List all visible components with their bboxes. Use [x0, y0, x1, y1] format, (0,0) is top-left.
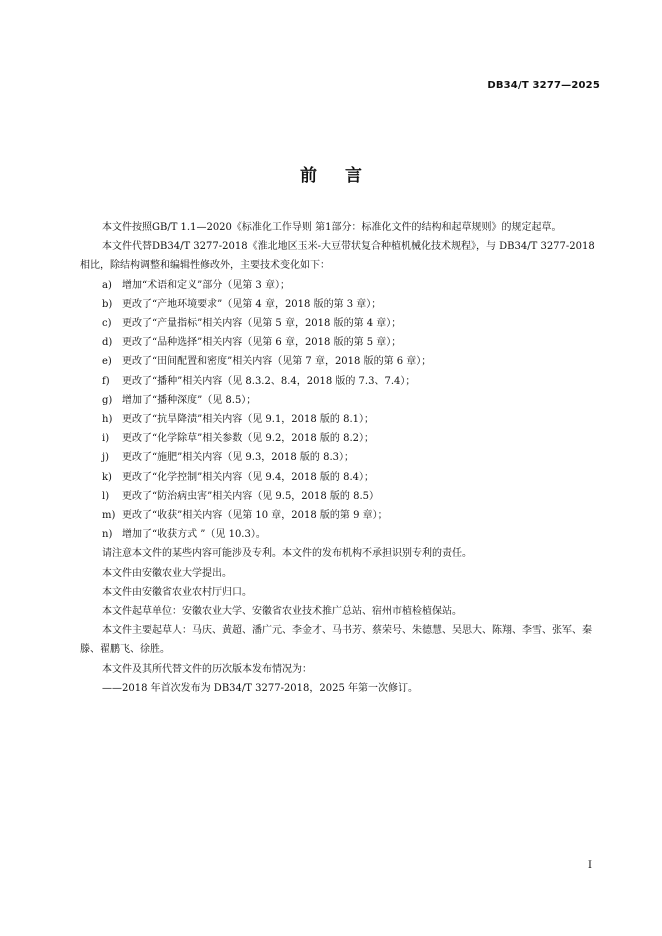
list-item: [80, 372, 600, 391]
list-item: [80, 429, 600, 448]
list-marker: k): [102, 471, 112, 483]
proposer-line: 本文件由安徽农业大学提出。: [102, 567, 232, 579]
document-id: DB34/T 3277—2025: [487, 80, 600, 91]
page-title: 前言: [300, 166, 390, 186]
list-item-text: 更改了“品种选择”相关内容（见第 6 章，2018 版的第 5 章）；: [122, 337, 402, 349]
list-item: [80, 391, 600, 410]
list-marker: h): [102, 414, 113, 426]
list-marker: g): [102, 394, 113, 406]
list-item-text: 更改了“防治病虫害”相关内容（见 9.5，2018 版的 8.5）: [122, 490, 380, 502]
list-marker: e): [102, 356, 112, 368]
centralized-unit-line: 本文件由安徽省农业农村厅归口。: [102, 586, 252, 598]
list-marker: l): [102, 490, 110, 502]
list-item-text: 更改了“产量指标”相关内容（见第 5 章，2018 版的第 4 章）；: [122, 318, 402, 330]
list-item: [80, 410, 600, 429]
list-item: [80, 276, 600, 295]
list-item-text: 更改了“抗旱降渍”相关内容（见 9.1，2018 版的 8.1）；: [122, 414, 375, 426]
drafters-line: 本文件主要起草人：马庆、黄超、潘广元、李金才、马书芳、蔡荣号、朱德慧、吴思大、陈翔、李雪、张军、秦滕、翟鹏飞、徐胜。: [80, 625, 592, 656]
list-marker: d): [102, 337, 113, 349]
list-item-text: 更改了“收获”相关内容（见第 10 章，2018 版的第 9 章）；: [122, 510, 388, 522]
foreword-body: [80, 218, 600, 698]
list-marker: f): [102, 375, 110, 387]
list-item-text: 更改了“产地环境要求”（见第 4 章，2018 版的第 3 章）；: [122, 298, 382, 310]
list-item-text: 更改了“化学控制”相关内容（见 9.4，2018 版的 8.4）；: [122, 471, 375, 483]
list-marker: b): [102, 298, 113, 310]
list-item-text: 增加了“收获方式 ”（见 10.3）。: [122, 529, 266, 541]
list-marker: c): [102, 318, 112, 330]
list-marker: j): [102, 452, 110, 464]
list-marker: m): [102, 510, 116, 522]
list-item: [80, 314, 600, 333]
list-item: [80, 295, 600, 314]
page-number: I: [588, 860, 592, 871]
list-item: [80, 468, 600, 487]
list-marker: n): [102, 529, 113, 541]
intro-paragraph: 本文件代替DB34/T 3277-2018《淮北地区玉米-大豆带状复合种植机械化技术规程》，与 DB34/T 3277-2018相比，除结构调整和编辑性修改外，主要技术变化如下：: [80, 241, 595, 272]
list-item: [80, 333, 600, 352]
list-marker: a): [102, 279, 112, 291]
drafting-units-line: 本文件起草单位：安徽农业大学、安徽省农业技术推广总站、宿州市植检植保站。: [102, 606, 462, 618]
patent-notice: 请注意本文件的某些内容可能涉及专利。本文件的发布机构不承担识别专利的责任。: [102, 548, 472, 560]
list-marker: i): [102, 433, 110, 445]
list-item-text: 增加了“播种深度”（见 8.5）；: [122, 394, 257, 406]
list-item-text: 增加“术语和定义”部分（见第 3 章）；: [122, 279, 290, 291]
history-heading: 本文件及其所代替文件的历次版本发布情况为：: [102, 663, 312, 675]
list-item: [80, 525, 600, 544]
list-item-text: 更改了“化学除草”相关参数（见 9.2，2018 版的 8.2）；: [122, 433, 375, 445]
intro-paragraph: 本文件按照GB/T 1.1—2020《标准化工作导则 第1部分：标准化文件的结构和起草规则》的规定起草。: [102, 222, 562, 233]
history-entry: ——2018 年首次发布为 DB34/T 3277-2018，2025 年第一次修订。: [102, 682, 419, 694]
list-item-text: 更改了“施肥”相关内容（见 9.3，2018 版的 8.3）；: [122, 452, 355, 464]
list-item: [80, 506, 600, 525]
list-item: [80, 448, 600, 467]
list-item-text: 更改了“田间配置和密度”相关内容（见第 7 章，2018 版的第 6 章）；: [122, 356, 432, 368]
list-item: [80, 487, 600, 506]
list-item: [80, 352, 600, 371]
list-item-text: 更改了“播种”相关内容（见 8.3.2、8.4，2018 版的 7.3、7.4）；: [122, 375, 416, 387]
